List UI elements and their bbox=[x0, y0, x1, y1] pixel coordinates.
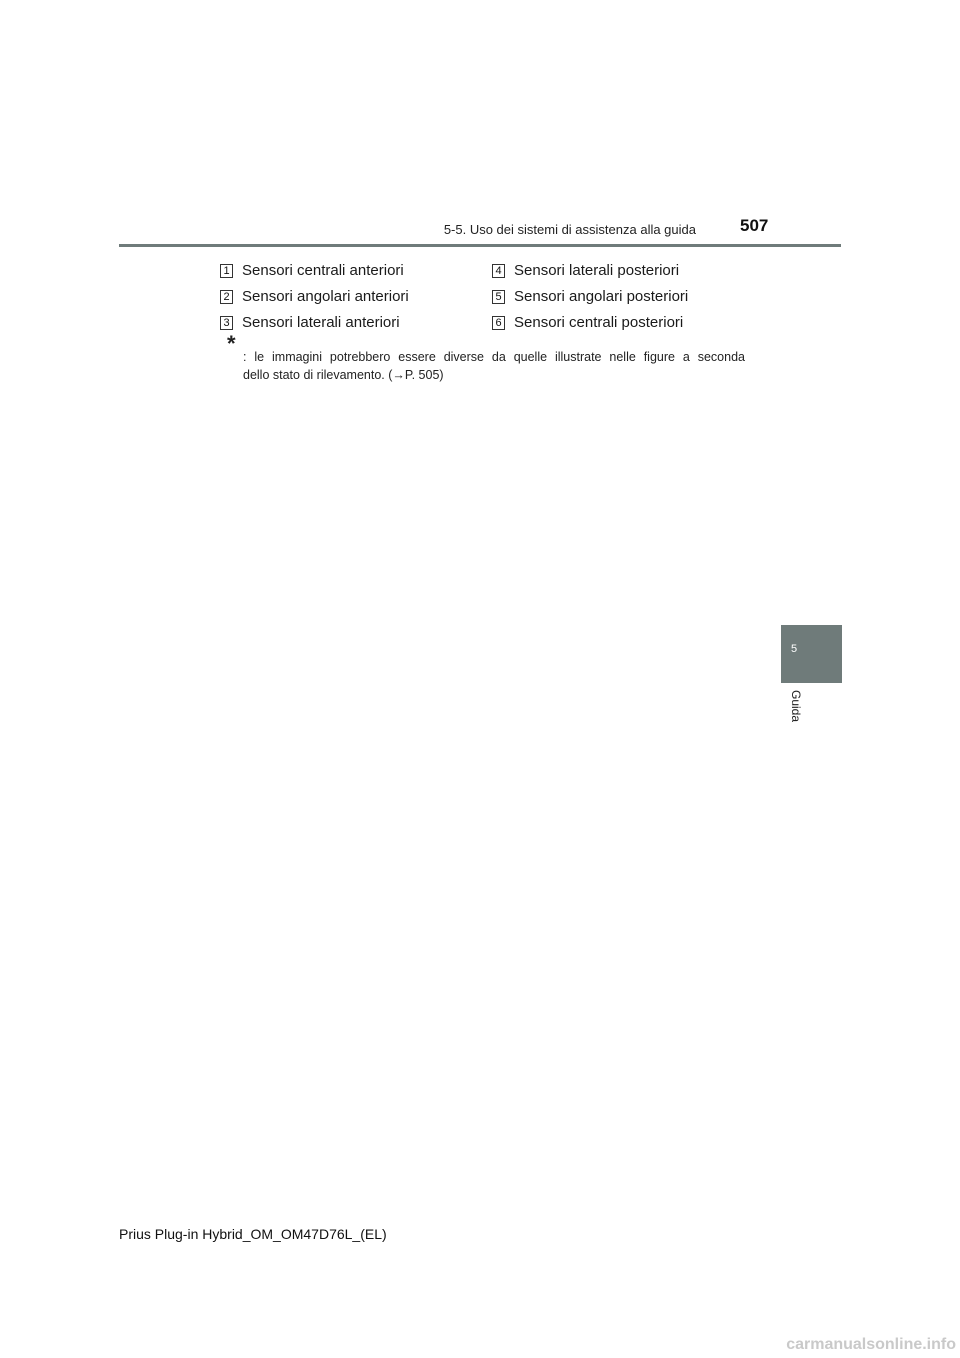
footnote-marker: * bbox=[227, 331, 236, 356]
legend-item bbox=[492, 314, 683, 331]
chapter-title: Guida bbox=[789, 690, 803, 723]
chapter-tab bbox=[781, 625, 842, 683]
legend-item bbox=[220, 262, 404, 279]
legend-item-label: Sensori laterali anteriori bbox=[242, 314, 400, 331]
header-section-title: 5-5. Uso dei sistemi di assistenza alla guida bbox=[443, 222, 696, 237]
footnote-line-1: : le immagini potrebbero essere diverse da quelle illustrate nelle figure a seconda bbox=[243, 350, 745, 364]
legend-item-label: Sensori centrali posteriori bbox=[514, 314, 684, 331]
number-badge: 1 bbox=[220, 264, 233, 278]
number-badge: 4 bbox=[492, 264, 505, 278]
number-badge: 3 bbox=[220, 316, 233, 330]
legend-item-label: Sensori angolari anteriori bbox=[242, 288, 409, 305]
page-number: 507 bbox=[740, 216, 769, 235]
legend-item-label: Sensori centrali anteriori bbox=[242, 262, 404, 279]
legend-item-label: Sensori angolari posteriori bbox=[514, 288, 689, 305]
legend-item bbox=[492, 262, 679, 279]
legend-item bbox=[492, 288, 688, 305]
legend-item bbox=[220, 314, 400, 331]
watermark: carmanualsonline.info bbox=[786, 1336, 956, 1353]
footer-document-id: Prius Plug-in Hybrid_OM_OM47D76L_(EL) bbox=[119, 1226, 387, 1242]
number-badge: 2 bbox=[220, 290, 233, 304]
header-divider bbox=[119, 244, 841, 247]
number-badge: 5 bbox=[492, 290, 505, 304]
chapter-number: 5 bbox=[791, 643, 798, 655]
footnote-line-2: dello stato di rilevamento. (→P. 505) bbox=[243, 368, 444, 382]
number-badge: 6 bbox=[492, 316, 505, 330]
legend-item-label: Sensori laterali posteriori bbox=[514, 262, 680, 279]
legend-item bbox=[220, 288, 409, 305]
